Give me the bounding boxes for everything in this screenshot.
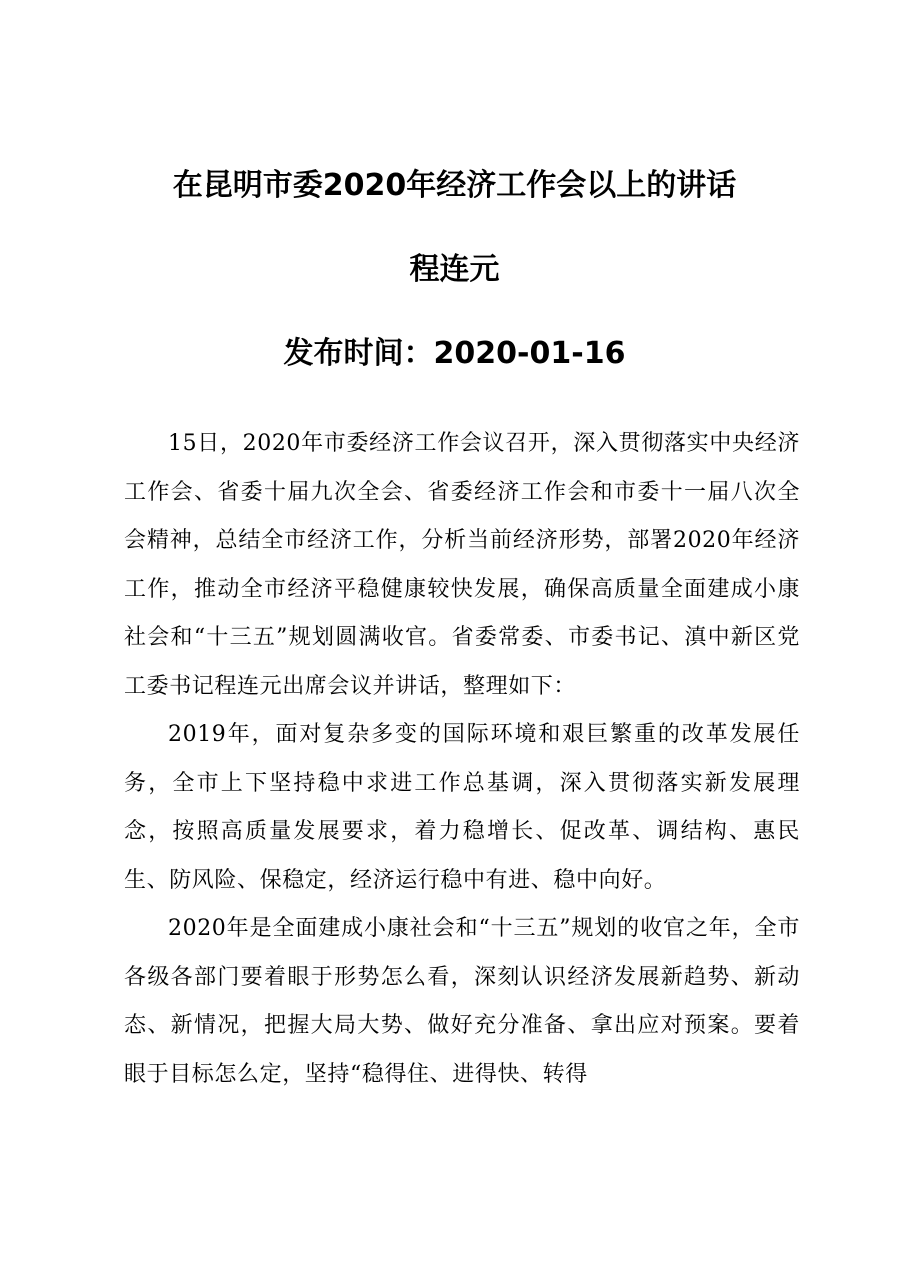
document-title: 在昆明市委2020年经济工作会以上的讲话 (172, 168, 737, 203)
author-name: 程连元 (409, 252, 500, 287)
paragraph-2: 2019年，面对复杂多变的国际环境和艰巨繁重的改革发展任务，全市上下坚持稳中求进工作总基调，深入贯彻落实新发展理念，按照高质量发展要求，着力稳增长、促改革、调结构、惠民生、防风险、保稳定，经济运行稳中有进、稳中向好。 (124, 722, 800, 893)
document-body (124, 420, 800, 1099)
paragraph-1: 15日，2020年市委经济工作会议召开，深入贯彻落实中央经济工作会、省委十届九次全会、省委经济工作会和市委十一届八次全会精神，总结全市经济工作，分析当前经济形势，部署2020年经济工作，推动全市经济平稳健康较快发展，确保高质量全面建成小康社会和“十三五”规划圆满收官。省委常委、市委书记、滇中新区党工委书记程连元出席会议并讲话，整理如下： (124, 431, 800, 699)
publish-date: 发布时间：2020-01-16 (283, 336, 626, 371)
paragraph-3: 2020年是全面建成小康社会和“十三五”规划的收官之年，全市各级各部门要着眼于形势怎么看，深刻认识经济发展新趋势、新动态、新情况，把握大局大势、做好充分准备、拿出应对预案。要着眼于目标怎么定，坚持“稳得住、进得快、转得 (124, 916, 800, 1087)
